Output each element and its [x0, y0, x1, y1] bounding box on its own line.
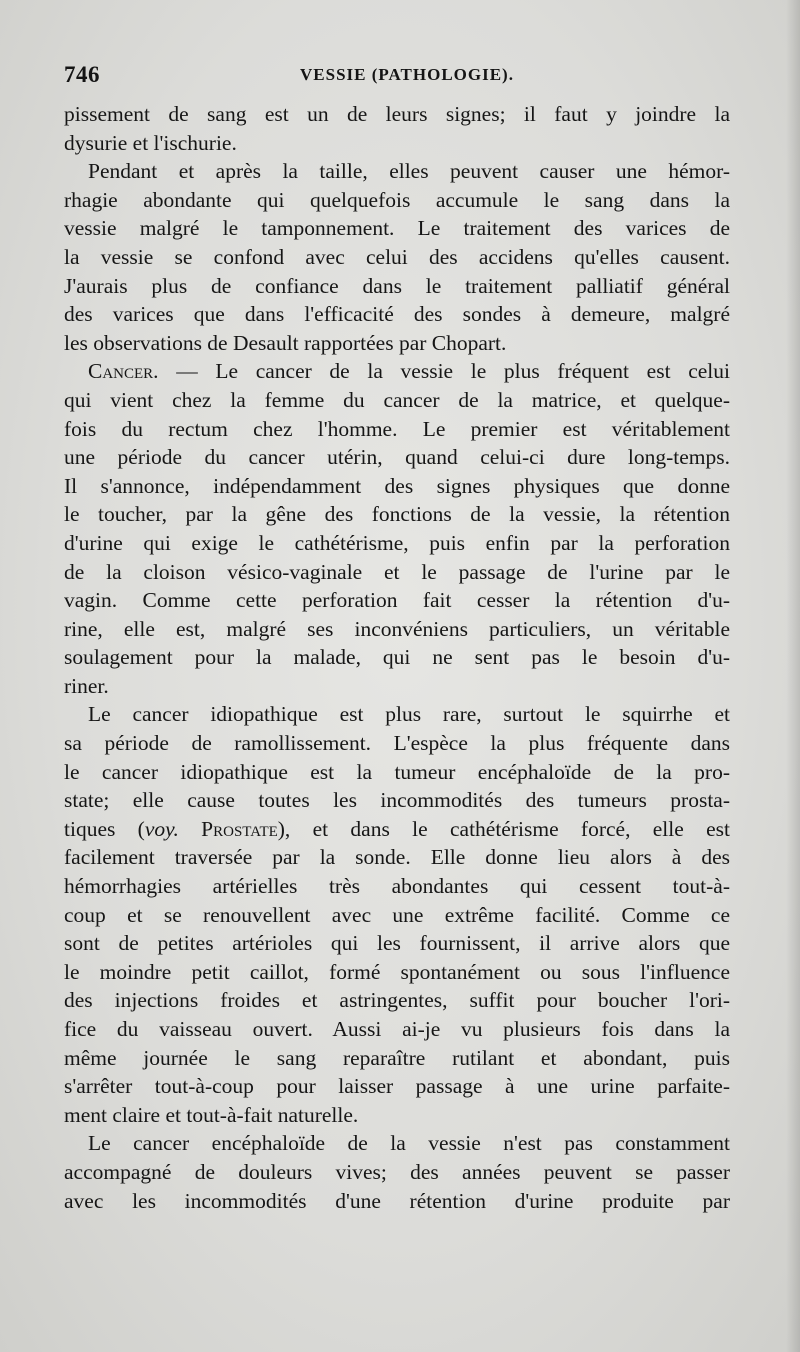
- text-line: avec les incommodités d'une rétention d'urine produite par: [64, 1188, 730, 1213]
- text-line: facilement traversée par la sonde. Elle donne lieu alors à des: [64, 845, 730, 870]
- text-line: soulagement pour la malade, qui ne sent pas le besoin d'u-: [64, 645, 730, 670]
- text-line: qui vient chez la femme du cancer de la matrice, et quelque-: [64, 387, 730, 412]
- text-line: même journée le sang reparaître rutilant et abondant, puis: [64, 1045, 730, 1070]
- running-title: VESSIE (PATHOLOGIE).: [300, 65, 514, 84]
- text-line: sont de petites artérioles qui les fournissent, il arrive alors que: [64, 931, 730, 956]
- text-line: fice du vaisseau ouvert. Aussi ai-je vu plusieurs fois dans la: [64, 1017, 730, 1041]
- text-line: ment claire et tout-à-fait naturelle.: [64, 1102, 359, 1127]
- text-line: vessie malgré le tamponnement. Le traitement des varices de: [64, 216, 730, 241]
- text-line: le moindre petit caillot, formé spontanément ou sous l'influence: [64, 959, 730, 984]
- text-line: riner.: [64, 673, 109, 698]
- text-line: la vessie se confond avec celui des accidens qu'elles causent.: [64, 244, 730, 269]
- section-heading-cancer: Cancer.: [88, 359, 159, 384]
- page-header: [64, 62, 730, 94]
- text-segment: ), et dans le cathétérisme forcé, elle est: [277, 816, 730, 841]
- text-line: [64, 815, 730, 844]
- text-line: de la cloison vésico-vaginale et le passage de l'urine par le: [64, 559, 730, 584]
- page-number: 746: [64, 62, 100, 87]
- text-line: fois du rectum chez l'homme. Le premier est véritablement: [64, 416, 730, 441]
- body-text: [64, 100, 730, 1215]
- text-line: des injections froides et astringentes, suffit pour boucher l'ori-: [64, 988, 730, 1013]
- cross-reference-prostate: Prostate: [201, 816, 278, 841]
- text-line: les observations de Desault rapportées par Chopart.: [64, 330, 507, 355]
- text-line: une période du cancer utérin, quand celui-ci dure long-temps.: [64, 445, 730, 470]
- text-line: [64, 357, 730, 386]
- text-line: d'urine qui exige le cathétérisme, puis enfin par la perforation: [64, 530, 730, 555]
- text-line: vagin. Comme cette perforation fait cesser la rétention d'u-: [64, 588, 730, 613]
- text-line: le toucher, par la gêne des fonctions de la vessie, la rétention: [64, 502, 730, 527]
- text-line: state; elle cause toutes les incommodités des tumeurs prosta-: [64, 788, 730, 813]
- text-line: rhagie abondante qui quelquefois accumule le sang dans la: [64, 187, 730, 212]
- text-line: Le cancer idiopathique est plus rare, surtout le squirrhe et: [88, 702, 730, 727]
- text-line: dysurie et l'ischurie.: [64, 130, 237, 155]
- text-line: J'aurais plus de confiance dans le traitement palliatif général: [64, 273, 730, 298]
- text-line: Le cancer encéphaloïde de la vessie n'est pas constamment: [88, 1131, 730, 1156]
- italic-abbreviation: voy.: [144, 816, 179, 841]
- text-line: s'arrêter tout-à-coup pour laisser passage à une urine parfaite-: [64, 1074, 730, 1099]
- text-line: le cancer idiopathique est la tumeur encéphaloïde de la pro-: [64, 759, 730, 784]
- text-line: accompagné de douleurs vives; des années peuvent se passer: [64, 1159, 730, 1184]
- text-line: hémorrhagies artérielles très abondantes qui cessent tout-à-: [64, 874, 730, 899]
- text-line: des varices que dans l'efficacité des sondes à demeure, malgré: [64, 302, 730, 327]
- text-segment: — Le cancer de la vessie le plus fréquent est celui: [158, 359, 730, 384]
- text-line: pissement de sang est un de leurs signes; il faut y joindre la: [64, 102, 730, 126]
- text-line: sa période de ramollissement. L'espèce la plus fréquente dans: [64, 731, 730, 756]
- text-line: rine, elle est, malgré ses inconvéniens particuliers, un véritable: [64, 616, 730, 641]
- text-segment: tiques (: [64, 816, 145, 841]
- text-segment: [179, 817, 201, 841]
- text-line: Pendant et après la taille, elles peuvent causer une hémor-: [88, 159, 730, 184]
- text-line: Il s'annonce, indépendamment des signes physiques que donne: [64, 473, 730, 498]
- text-line: coup et se renouvellent avec une extrême facilité. Comme ce: [64, 902, 730, 927]
